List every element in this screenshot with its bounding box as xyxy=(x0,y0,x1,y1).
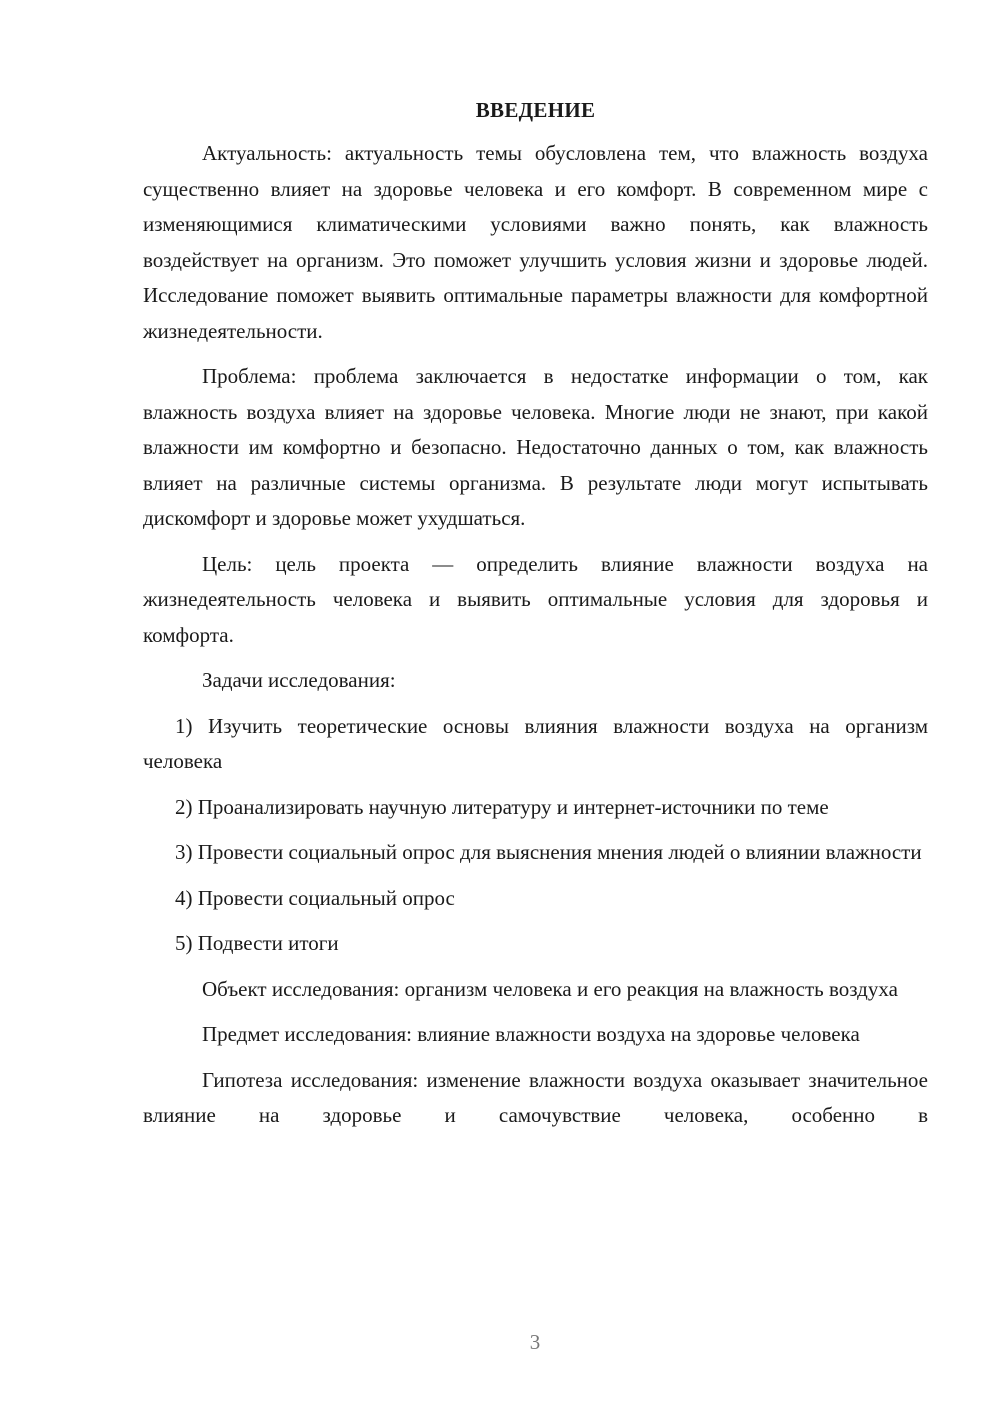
object-paragraph: Объект исследования: организм человека и его реакция на влажность воздуха xyxy=(202,976,898,1001)
problem-paragraph: Проблема: проблема заключается в недостатке информации о том, как влажность воздуха влияет на здоровье человека. Многие люди не знают, при какой влажности им комфортно и безопасно. Недостаточно данных о том, как влажность влияет на различные системы организма. В результате люди могут испытывать дискомфорт и здоровье может ухудшаться. xyxy=(143,364,928,530)
task-item-3: 3) Провести социальный опрос для выяснения мнения людей о влиянии влажности xyxy=(175,840,922,864)
task-item-2: 2) Проанализировать научную литературу и интернет-источники по теме xyxy=(175,794,829,819)
task-item-1: 1) Изучить теоретические основы влияния влажности воздуха на организм человека xyxy=(143,713,928,773)
section-title: ВВЕДЕНИЕ xyxy=(475,98,596,122)
tasks-heading: Задачи исследования: xyxy=(202,668,396,692)
relevance-paragraph: Актуальность: актуальность темы обусловлена тем, что влажность воздуха существенно влияет на здоровье человека и его комфорт. В современном мире с изменяющимися климатическими условиями важно понять, как влажность воздействует на организм. Это поможет улучшить условия жизни и здоровье людей. Исследование поможет выявить оптимальные параметры влажности для комфортной жизнедеятельности. xyxy=(143,141,928,343)
task-item-4: 4) Провести социальный опрос xyxy=(175,885,455,910)
document-page xyxy=(143,94,928,1134)
page-number: 3 xyxy=(529,1330,541,1354)
task-item-5: 5) Подвести итоги xyxy=(175,931,339,955)
hypothesis-paragraph: Гипотеза исследования: изменение влажности воздуха оказывает значительное влияние на здоровье и самочувствие человека, особенно в xyxy=(143,1067,928,1127)
goal-paragraph: Цель: цель проекта — определить влияние влажности воздуха на жизнедеятельность человека и выявить оптимальные условия для здоровья и комфорта. xyxy=(143,551,928,647)
subject-paragraph: Предмет исследования: влияние влажности воздуха на здоровье человека xyxy=(202,1022,860,1046)
